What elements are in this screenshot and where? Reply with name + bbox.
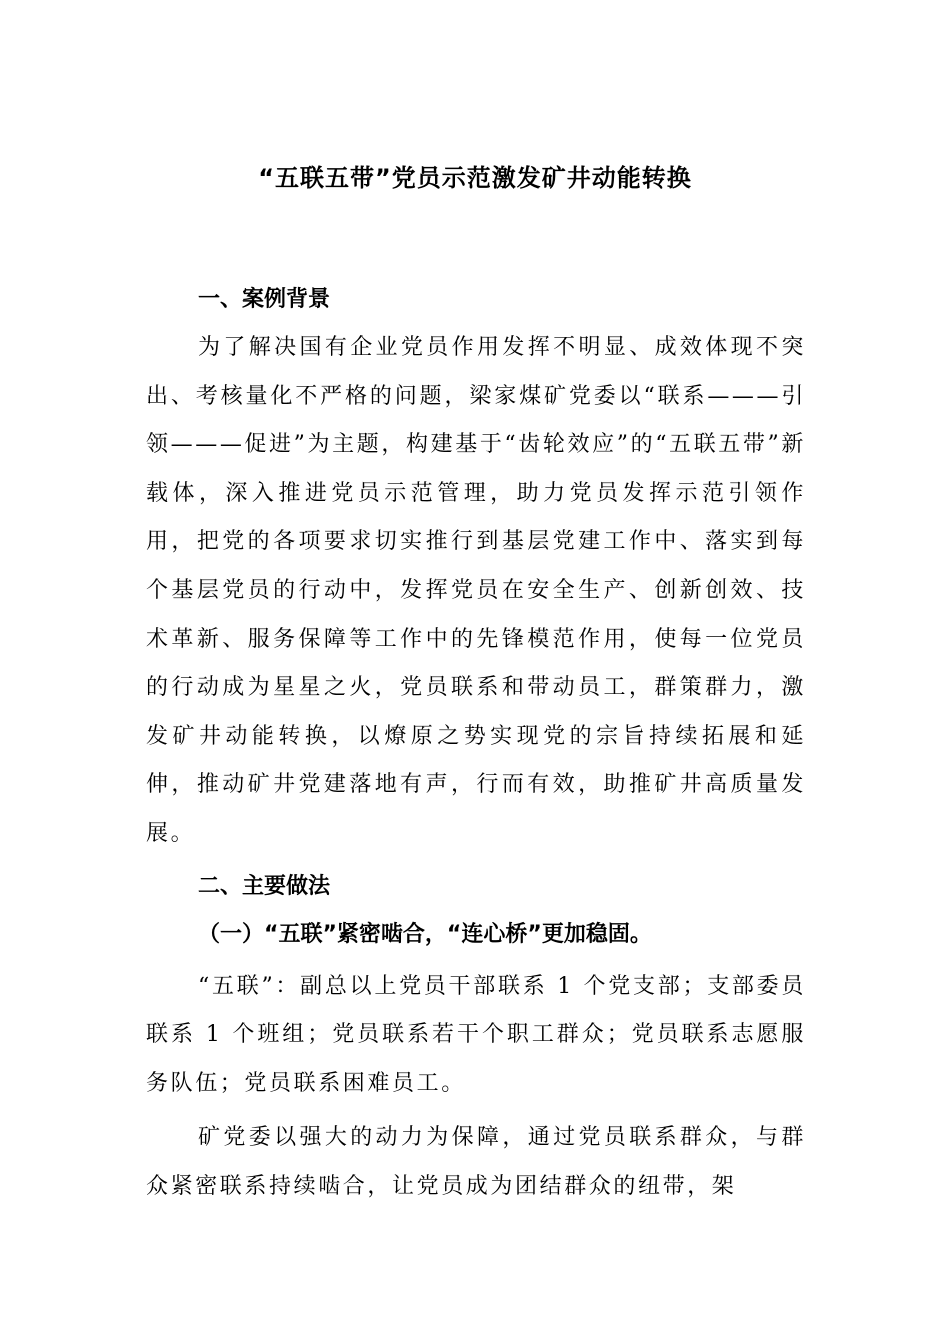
- section-heading-main-practices: 二、主要做法: [198, 873, 331, 899]
- paragraph-five-links-practice: 矿党委以强大的动力为保障，通过党员联系群众，与群众紧密联系持续啮合，让党员成为团结群众的纽带，架: [146, 1125, 806, 1199]
- document-title: “五联五带”党员示范激发矿井动能转换: [258, 164, 692, 192]
- paragraph-background: 为了解决国有企业党员作用发挥不明显、成效体现不突出、考核量化不严格的问题，梁家煤矿党委以“联系———引领———促进”为主题，构建基于“齿轮效应”的“五联五带”新载体，深入推进党员示范管理，助力党员发挥示范引领作用，把党的各项要求切实推行到基层党建工作中、落实到每个基层党员的行动中，发挥党员在安全生产、创新创效、技术革新、服务保障等工作中的先锋模范作用，使每一位党员的行动成为星星之火，党员联系和带动员工，群策群力，激发矿井动能转换，以燎原之势实现党的宗旨持续拓展和延伸，推动矿井党建落地有声，行而有效，助推矿井高质量发展。: [146, 335, 806, 846]
- subsection-heading-five-links: （一）“五联”紧密啮合，“连心桥”更加稳固。: [198, 921, 652, 947]
- section-heading-background: 一、案例背景: [198, 287, 331, 312]
- document-body: [146, 276, 806, 1212]
- paragraph-five-links-definition: “五联”：副总以上党员干部联系 1 个党支部；支部委员联系 1 个班组；党员联系若干个职工群众；党员联系志愿服务队伍；党员联系困难员工。: [146, 973, 806, 1096]
